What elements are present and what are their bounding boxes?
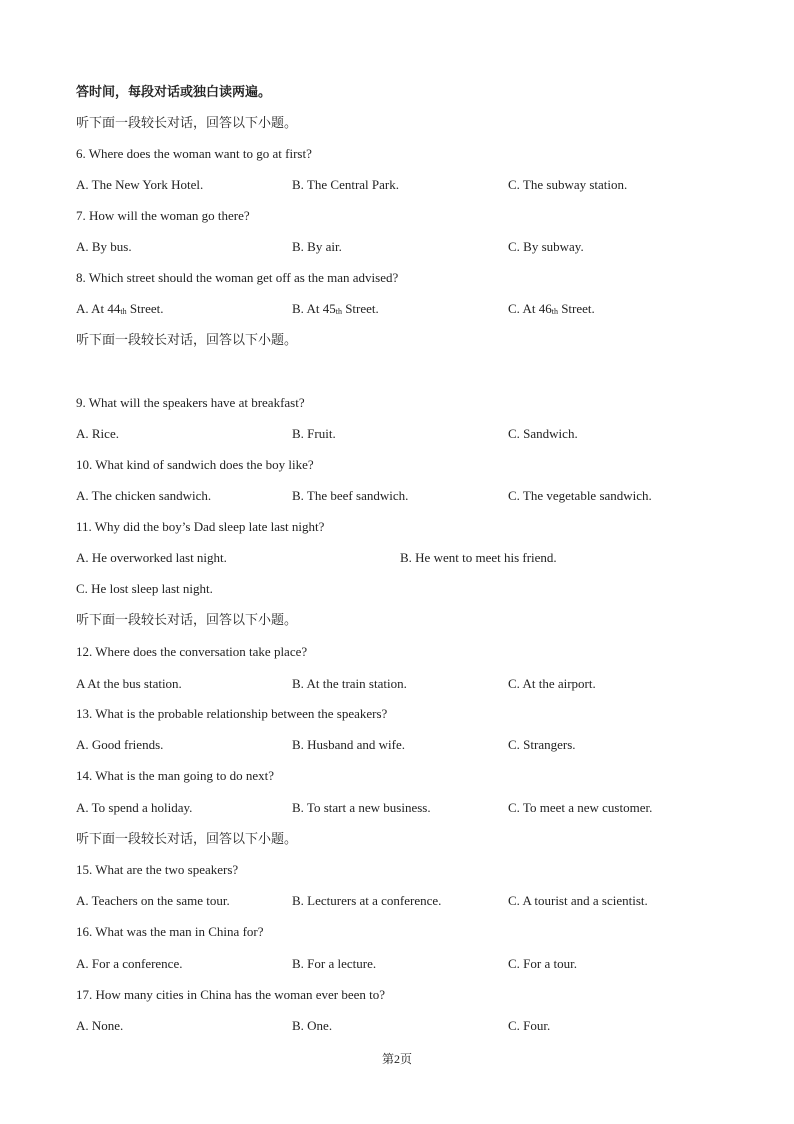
- question-16: 16. What was the man in China for?: [76, 924, 264, 939]
- option-8c: [508, 301, 595, 320]
- option-7b: B. By air.: [292, 239, 342, 254]
- option-15a: A. Teachers on the same tour.: [76, 893, 230, 908]
- question-9: 9. What will the speakers have at breakfast?: [76, 395, 305, 410]
- option-10a: A. The chicken sandwich.: [76, 488, 212, 503]
- option-16c: C. For a tour.: [508, 956, 577, 971]
- listen-instruction: 听下面一段较长对话，回答以下小题。: [76, 115, 298, 130]
- option-8a-suffix: th: [120, 307, 127, 316]
- option-15b: B. Lecturers at a conference.: [292, 893, 442, 908]
- option-8b: [292, 301, 379, 320]
- option-11c: C. He lost sleep last night.: [76, 581, 213, 596]
- listen-instruction-4: 听下面一段较长对话，回答以下小题。: [76, 831, 298, 846]
- option-17b: B. One.: [292, 1018, 333, 1033]
- option-8b-post: Street.: [341, 301, 379, 316]
- question-6: 6. Where does the woman want to go at first?: [76, 146, 312, 161]
- option-10c: C. The vegetable sandwich.: [508, 488, 652, 503]
- option-17c: C. Four.: [508, 1018, 551, 1033]
- option-12a: A At the bus station.: [76, 676, 182, 691]
- question-13: 13. What is the probable relationship between the speakers?: [76, 706, 388, 721]
- option-8b-pre: B. At 45: [292, 301, 336, 316]
- option-11b: B. He went to meet his friend.: [400, 550, 557, 565]
- option-8a-post: Street.: [126, 301, 164, 316]
- option-8c-post: Street.: [557, 301, 595, 316]
- option-7c: C. By subway.: [508, 239, 584, 254]
- page-number: 第2页: [381, 1052, 412, 1066]
- option-9b: B. Fruit.: [292, 426, 336, 441]
- listen-instruction-2: 听下面一段较长对话，回答以下小题。: [76, 332, 298, 347]
- option-8b-suffix: th: [335, 307, 342, 316]
- option-6c: C. The subway station.: [508, 177, 628, 192]
- option-7a: A. By bus.: [76, 239, 132, 254]
- option-11a: A. He overworked last night.: [76, 550, 227, 565]
- option-13c: C. Strangers.: [508, 737, 576, 752]
- question-7: 7. How will the woman go there?: [76, 208, 250, 223]
- header-note: 答时间，每段对话或独白读两遍。: [76, 84, 272, 99]
- option-10b: B. The beef sandwich.: [292, 488, 409, 503]
- option-8c-suffix: th: [551, 307, 558, 316]
- option-13a: A. Good friends.: [76, 737, 164, 752]
- option-16a: A. For a conference.: [76, 956, 183, 971]
- option-8a: [76, 301, 163, 320]
- option-12c: C. At the airport.: [508, 676, 596, 691]
- option-12b: B. At the train station.: [292, 676, 407, 691]
- option-16b: B. For a lecture.: [292, 956, 377, 971]
- option-13b: B. Husband and wife.: [292, 737, 406, 752]
- option-9c: C. Sandwich.: [508, 426, 578, 441]
- option-6b: B. The Central Park.: [292, 177, 399, 192]
- question-12: 12. Where does the conversation take place?: [76, 644, 308, 659]
- question-17: 17. How many cities in China has the woman ever been to?: [76, 987, 386, 1002]
- option-8c-pre: C. At 46: [508, 301, 552, 316]
- option-9a: A. Rice.: [76, 426, 119, 441]
- option-14c: C. To meet a new customer.: [508, 800, 653, 815]
- listen-instruction-3: 听下面一段较长对话，回答以下小题。: [76, 612, 298, 627]
- question-11: 11. Why did the boy’s Dad sleep late last night?: [76, 519, 325, 534]
- question-10: 10. What kind of sandwich does the boy like?: [76, 457, 314, 472]
- option-14a: A. To spend a holiday.: [76, 800, 193, 815]
- question-15: 15. What are the two speakers?: [76, 862, 239, 877]
- option-15c: C. A tourist and a scientist.: [508, 893, 648, 908]
- question-8: 8. Which street should the woman get off as the man advised?: [76, 270, 399, 285]
- option-6a: A. The New York Hotel.: [76, 177, 204, 192]
- option-8a-pre: A. At 44: [76, 301, 121, 316]
- option-17a: A. None.: [76, 1018, 124, 1033]
- option-14b: B. To start a new business.: [292, 800, 431, 815]
- question-14: 14. What is the man going to do next?: [76, 768, 274, 783]
